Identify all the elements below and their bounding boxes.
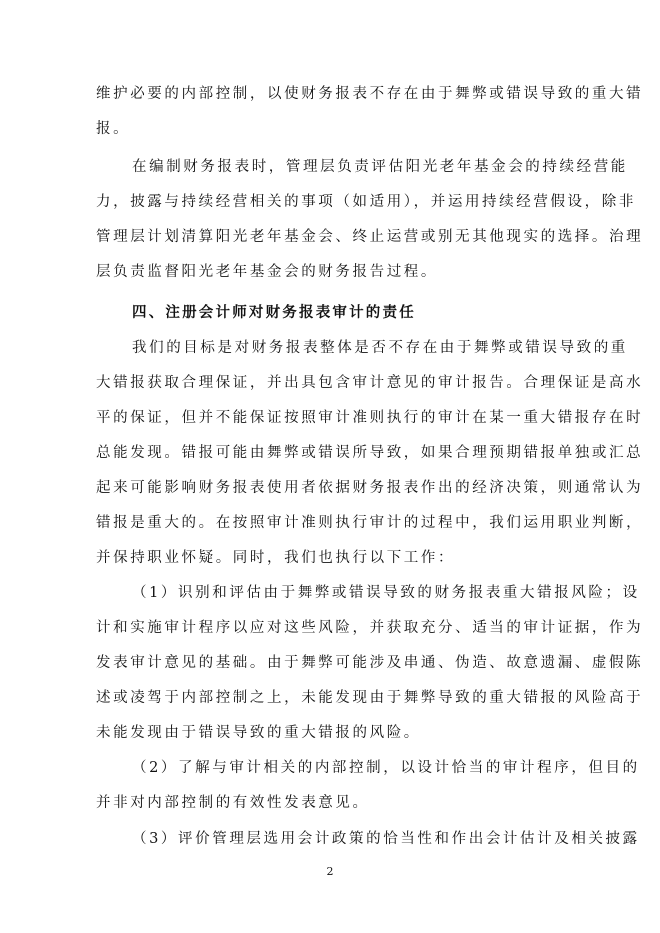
section-heading: 四、注册会计师对财务报表审计的责任 (132, 304, 416, 321)
text-line: 总能发现。错报可能由舞弊或错误所导致，如果合理预期错报单独或汇总 (96, 445, 644, 461)
text-line: 错报是重大的。在按照审计准则执行审计的过程中，我们运用职业判断， (96, 515, 644, 531)
text-line: （2）了解与审计相关的内部控制，以设计恰当的审计程序，但目的 (132, 760, 640, 776)
text-line: 未能发现由于错误导致的重大错报的风险。 (96, 725, 421, 741)
text-line: （3）评价管理层选用会计政策的恰当性和作出会计估计及相关披露 (132, 831, 640, 847)
text-line: 述或凌驾于内部控制之上，未能发现由于舞弊导致的重大错报的风险高于 (96, 690, 644, 706)
text-line: 并保持职业怀疑。同时，我们也执行以下工作： (96, 550, 456, 566)
text-line: 维护必要的内部控制，以使财务报表不存在由于舞弊或错误导致的重大错 (96, 86, 644, 102)
text-line: 报。 (96, 121, 131, 137)
text-line: （1）识别和评估由于舞弊或错误导致的财务报表重大错报风险；设 (132, 585, 640, 601)
text-line: 层负责监督阳光老年基金会的财务报告过程。 (96, 264, 438, 280)
text-line: 大错报获取合理保证，并出具包含审计意见的审计报告。合理保证是高水 (96, 375, 644, 391)
text-line: 并非对内部控制的有效性发表意见。 (96, 795, 370, 811)
text-line: 平的保证，但并不能保证按照审计准则执行的审计在某一重大错报存在时 (96, 410, 644, 426)
text-line: 管理层计划清算阳光老年基金会、终止运营或别无其他现实的选择。治理 (96, 229, 644, 245)
text-line: 发表审计意见的基础。由于舞弊可能涉及串通、伪造、故意遗漏、虚假陈 (96, 655, 644, 671)
text-line: 计和实施审计程序以应对这些风险，并获取充分、适当的审计证据，作为 (96, 620, 644, 636)
text-line: 在编制财务报表时，管理层负责评估阳光老年基金会的持续经营能 (132, 159, 628, 175)
text-line: 起来可能影响财务报表使用者依据财务报表作出的经济决策，则通常认为 (96, 480, 644, 496)
page-number: 2 (326, 865, 334, 878)
text-line: 我们的目标是对财务报表整体是否不存在由于舞弊或错误导致的重 (132, 340, 628, 356)
text-line: 力，披露与持续经营相关的事项（如适用），并运用持续经营假设，除非 (96, 194, 636, 210)
